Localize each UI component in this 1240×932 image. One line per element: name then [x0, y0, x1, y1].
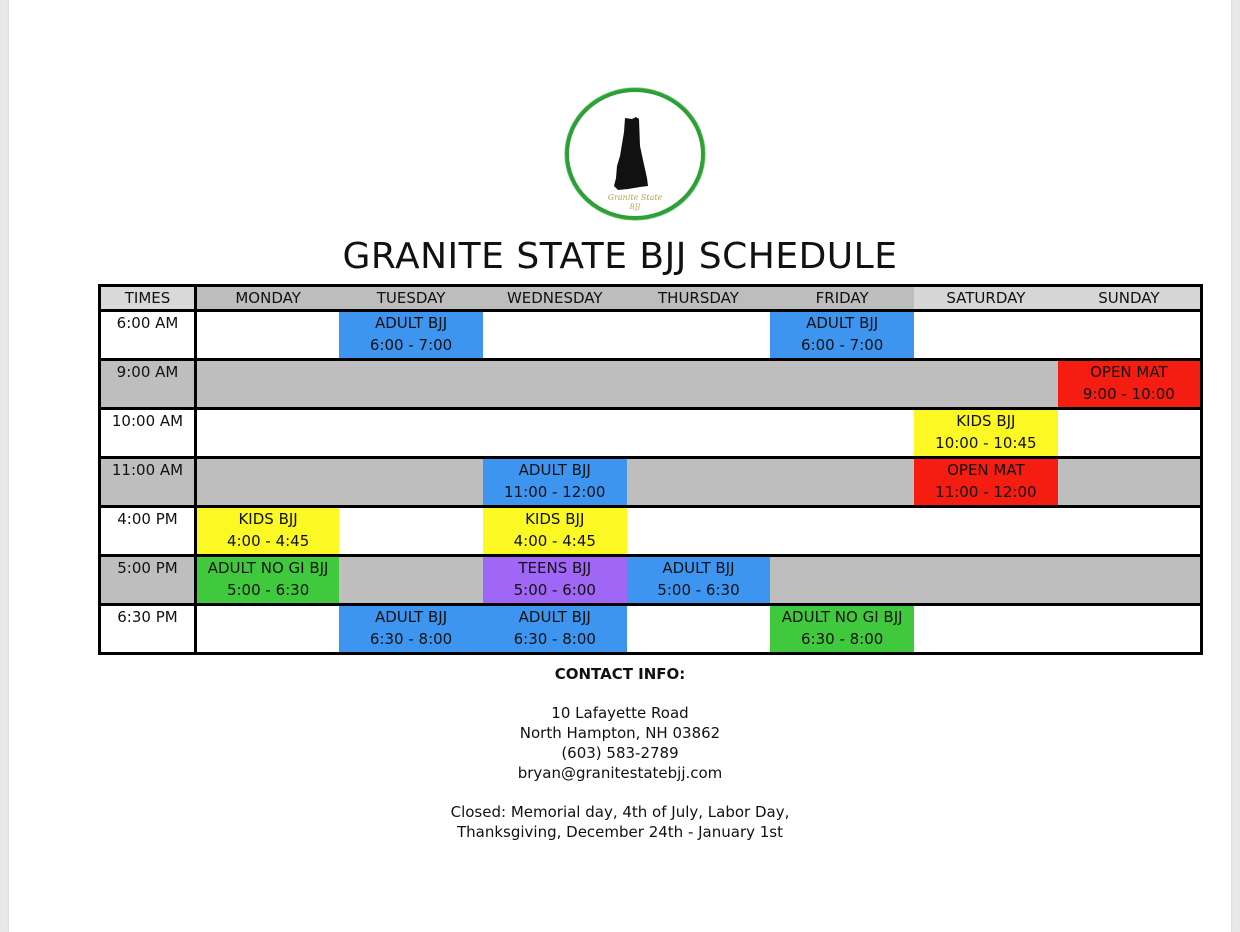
- class-name: KIDS BJJ: [525, 510, 585, 528]
- class-block: [914, 458, 1058, 507]
- class-name: ADULT BJJ: [374, 608, 448, 626]
- slot-sunday: [1058, 409, 1202, 458]
- class-hours: 10:00 - 10:45: [935, 434, 1037, 452]
- class-name: ADULT BJJ: [374, 314, 448, 332]
- logo-text-line1: Granite State: [607, 193, 663, 202]
- address-line-2: North Hampton, NH 03862: [519, 724, 721, 742]
- class-block: [483, 507, 627, 556]
- slot-sunday: [1058, 507, 1202, 556]
- contact-info: [0, 664, 1240, 842]
- class-hours: 5:00 - 6:30: [657, 581, 740, 599]
- email-address: bryan@granitestatebjj.com: [517, 764, 723, 782]
- class-block: [770, 311, 914, 360]
- class-name: ADULT BJJ: [806, 314, 879, 332]
- class-block: [339, 311, 483, 360]
- slot-monday: [196, 605, 340, 654]
- slot-friday: [770, 507, 914, 556]
- slot-thursday: [627, 605, 771, 654]
- slot-sunday: [1058, 605, 1202, 654]
- class-name: OPEN MAT: [1090, 363, 1168, 381]
- class-hours: 9:00 - 10:00: [1082, 385, 1175, 403]
- slot-sunday: [1058, 311, 1202, 360]
- class-name: KIDS BJJ: [238, 510, 298, 528]
- class-name: ADULT BJJ: [662, 559, 735, 577]
- slot-monday: [196, 458, 340, 507]
- closed-days-line-1: Closed: Memorial day, 4th of July, Labor Day,: [450, 803, 790, 821]
- time-cell: 4:00 PM: [100, 507, 196, 556]
- time-cell: 11:00 AM: [100, 458, 196, 507]
- time-cell: 10:00 AM: [100, 409, 196, 458]
- slot-tuesday: [339, 360, 483, 409]
- slot-saturday: [914, 360, 1058, 409]
- class-hours: 6:00 - 7:00: [369, 336, 453, 354]
- address-line-1: 10 Lafayette Road: [551, 704, 689, 722]
- class-name: TEENS BJJ: [518, 559, 592, 577]
- class-block: [770, 605, 914, 654]
- slot-friday: [770, 556, 914, 605]
- class-block: [483, 458, 627, 507]
- class-block: [627, 556, 771, 605]
- class-block: [339, 605, 483, 654]
- slot-saturday: [914, 507, 1058, 556]
- class-hours: 6:30 - 8:00: [513, 630, 596, 648]
- time-cell: 9:00 AM: [100, 360, 196, 409]
- spacer: [0, 783, 1240, 802]
- class-hours: 5:00 - 6:30: [226, 581, 310, 599]
- header-times: TIMES: [100, 286, 196, 311]
- slot-thursday: [627, 311, 771, 360]
- header-wednesday: WEDNESDAY: [483, 286, 627, 311]
- closed-days-line-2: Thanksgiving, December 24th - January 1st: [456, 823, 783, 841]
- slot-thursday: [627, 507, 771, 556]
- row-10-00-am: [100, 409, 1202, 458]
- row-6-00-am: [100, 311, 1202, 360]
- class-name: ADULT NO GI BJJ: [781, 608, 903, 626]
- slot-friday: [770, 409, 914, 458]
- slot-wednesday: [483, 311, 627, 360]
- slot-saturday: [914, 605, 1058, 654]
- slot-thursday: [627, 360, 771, 409]
- slot-wednesday: [483, 409, 627, 458]
- row-4-00-pm: [100, 507, 1202, 556]
- time-cell: 6:30 PM: [100, 605, 196, 654]
- class-block: [483, 605, 627, 654]
- header-saturday: SATURDAY: [914, 286, 1058, 311]
- time-cell: 6:00 AM: [100, 311, 196, 360]
- slot-tuesday: [339, 409, 483, 458]
- class-hours: 4:00 - 4:45: [226, 532, 310, 550]
- class-name: OPEN MAT: [947, 461, 1025, 479]
- header-friday: FRIDAY: [770, 286, 914, 311]
- slot-thursday: [627, 458, 771, 507]
- page-title: GRANITE STATE BJJ SCHEDULE: [342, 236, 898, 277]
- class-block: [483, 556, 627, 605]
- slot-wednesday: [483, 360, 627, 409]
- header-thursday: THURSDAY: [627, 286, 771, 311]
- slot-friday: [770, 360, 914, 409]
- class-block: [196, 507, 340, 556]
- header-tuesday: TUESDAY: [339, 286, 483, 311]
- header-sunday: SUNDAY: [1058, 286, 1202, 311]
- class-hours: 6:00 - 7:00: [801, 336, 884, 354]
- slot-monday: [196, 311, 340, 360]
- row-6-30-pm: [100, 605, 1202, 654]
- slot-sunday: [1058, 458, 1202, 507]
- slot-friday: [770, 458, 914, 507]
- class-hours: 11:00 - 12:00: [935, 483, 1037, 501]
- row-11-00-am: [100, 458, 1202, 507]
- slot-saturday: [914, 311, 1058, 360]
- class-name: ADULT BJJ: [518, 608, 591, 626]
- slot-sunday: [1058, 556, 1202, 605]
- row-9-00-am: [100, 360, 1202, 409]
- slot-saturday: [914, 556, 1058, 605]
- logo-text-line2: BJJ: [629, 203, 641, 211]
- header-row: [100, 286, 1202, 311]
- time-cell: 5:00 PM: [100, 556, 196, 605]
- class-name: KIDS BJJ: [956, 412, 1016, 430]
- class-hours: 6:30 - 8:00: [801, 630, 884, 648]
- slot-tuesday: [339, 458, 483, 507]
- phone-number: (603) 583-2789: [561, 744, 679, 762]
- slot-tuesday: [339, 507, 483, 556]
- row-5-00-pm: [100, 556, 1202, 605]
- class-hours: 5:00 - 6:00: [513, 581, 596, 599]
- header-monday: MONDAY: [196, 286, 340, 311]
- class-block: [1058, 360, 1202, 409]
- class-hours: 4:00 - 4:45: [513, 532, 596, 550]
- class-name: ADULT NO GI BJJ: [207, 559, 329, 577]
- slot-tuesday: [339, 556, 483, 605]
- schedule-table: [98, 284, 1203, 655]
- contact-heading: CONTACT INFO:: [554, 665, 686, 683]
- class-block: [196, 556, 340, 605]
- class-hours: 6:30 - 8:00: [369, 630, 453, 648]
- slot-monday: [196, 360, 340, 409]
- class-name: ADULT BJJ: [518, 461, 591, 479]
- slot-monday: [196, 409, 340, 458]
- class-hours: 11:00 - 12:00: [504, 483, 606, 501]
- slot-thursday: [627, 409, 771, 458]
- granite-state-logo: [562, 86, 708, 222]
- class-block: [914, 409, 1058, 458]
